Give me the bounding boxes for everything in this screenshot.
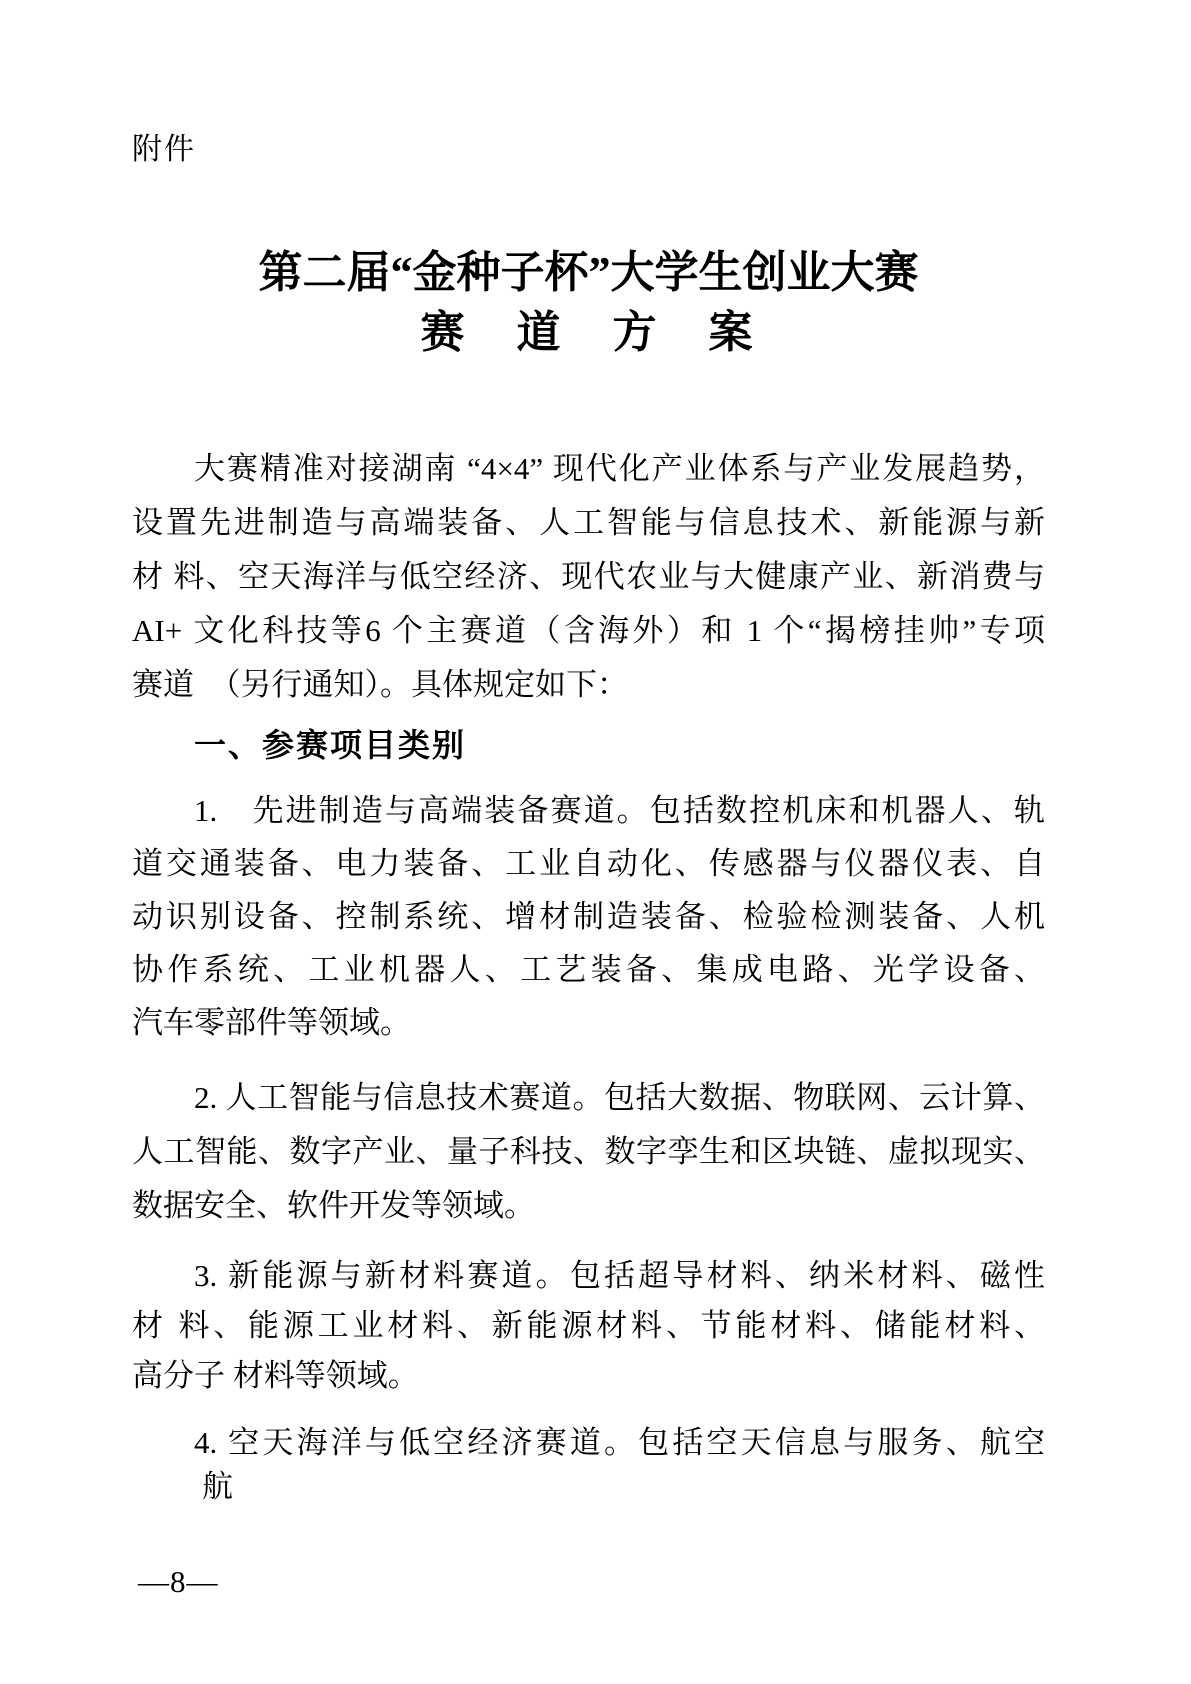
- text-line: 高分子 材料等领域。: [132, 1358, 419, 1393]
- text-line: 数据安全、软件开发等领域。: [132, 1188, 535, 1223]
- text-line: 材 料、能源工业材料、新能源材料、节能材料、储能材料、: [132, 1308, 1045, 1343]
- text-line: 设置先进制造与高端装备、人工智能与信息技术、新能源与新: [132, 505, 1045, 540]
- text-line: 赛道 （另行通知）。具体规定如下：: [132, 667, 628, 702]
- attachment-label: 附件: [132, 133, 196, 166]
- item-4-paragraph: [132, 1418, 1045, 1506]
- text-line: 协作系统、工业机器人、工艺装备、集成电路、光学设备、: [132, 952, 1045, 987]
- text-line: 1. 先进制造与高端装备赛道。包括数控机床和机器人、轨: [194, 793, 1045, 828]
- text-line: 动识别设备、控制系统、增材制造装备、检验检测装备、人机: [132, 899, 1045, 934]
- text-line: 材 料、空天海洋与低空经济、现代农业与大健康产业、新消费与: [132, 559, 1045, 594]
- intro-paragraph: [132, 442, 1045, 712]
- text-line: AI+ 文化科技等6 个主赛道（含海外）和 1 个“揭榜挂帅”专项: [132, 613, 1045, 648]
- text-line: 道交通装备、电力装备、工业自动化、传感器与仪器仪表、自: [132, 846, 1045, 881]
- doc-title-line1: 第二届“金种子杯”大学生创业大赛: [258, 248, 919, 297]
- text-line: 汽车零部件等领域。: [132, 1005, 411, 1040]
- doc-title-line2: 赛 道 方 案: [420, 308, 757, 357]
- text-line: 4. 空天海洋与低空经济赛道。包括空天信息与服务、航空: [194, 1425, 1045, 1460]
- section-heading: 一、参赛项目类别: [194, 727, 467, 763]
- item-2-paragraph: [132, 1071, 1045, 1233]
- text-line: 3. 新能源与新材料赛道。包括超导材料、纳米材料、磁性: [194, 1258, 1045, 1293]
- text-line: 2. 人工智能与信息技术赛道。包括大数据、物联网、云计算、: [194, 1080, 1045, 1115]
- text-line: 航: [202, 1469, 233, 1504]
- page-number: —8—: [138, 1564, 219, 1599]
- text-line: 人工智能、数字产业、量子科技、数字孪生和区块链、虚拟现实、: [132, 1134, 1045, 1169]
- item-3-paragraph: [132, 1251, 1045, 1401]
- text-line: 大赛精准对接湖南 “4×4” 现代化产业体系与产业发展趋势，: [194, 451, 1045, 486]
- item-1-paragraph: [132, 784, 1045, 1049]
